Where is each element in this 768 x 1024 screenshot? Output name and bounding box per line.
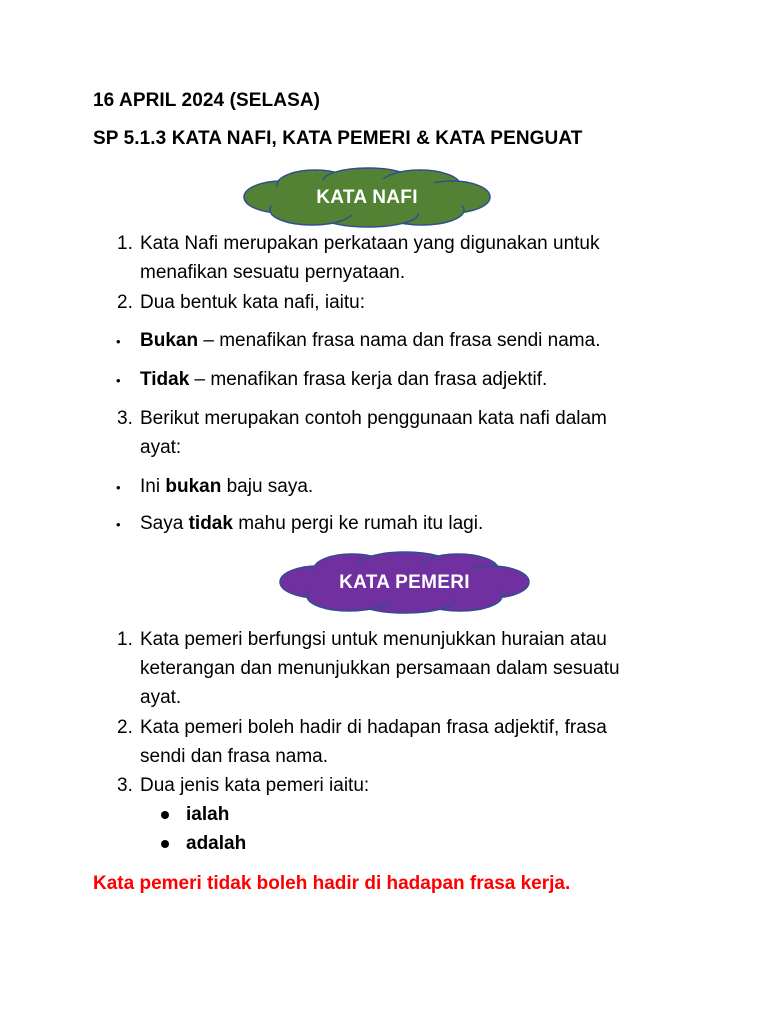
nafi-bullet-tidak: Tidak – menafikan frasa kerja dan frasa adjektif.: [140, 369, 548, 390]
bullet-icon: [161, 811, 169, 819]
bullet-icon: •: [116, 480, 121, 495]
kata-pemeri-cloud: [276, 551, 533, 615]
topic-heading: SP 5.1.3 KATA NAFI, KATA PEMERI & KATA PENGUAT: [93, 128, 583, 149]
list-number: 1.: [117, 233, 133, 254]
bullet-icon: •: [116, 334, 121, 349]
pemeri-item1-line2: keterangan dan menunjukkan persamaan dalam sesuatu: [140, 658, 620, 679]
pemeri-item1-line3: ayat.: [140, 687, 182, 708]
nafi-item3-line2: ayat:: [140, 437, 182, 458]
kata-nafi-cloud: [240, 167, 494, 229]
list-number: 3.: [117, 408, 133, 429]
list-number: 1.: [117, 629, 133, 650]
bullet-icon: •: [116, 373, 121, 388]
pemeri-item1-line1: Kata pemeri berfungsi untuk menunjukkan huraian atau: [140, 629, 607, 650]
date-heading: 16 APRIL 2024 (SELASA): [93, 90, 321, 111]
nafi-item1-line1: Kata Nafi merupakan perkataan yang digunakan untuk: [140, 233, 600, 254]
nafi-example-2: Saya tidak mahu pergi ke rumah itu lagi.: [140, 513, 484, 534]
list-number: 3.: [117, 775, 133, 796]
nafi-bullet-bukan: Bukan – menafikan frasa nama dan frasa sendi nama.: [140, 330, 601, 351]
pemeri-item2-line2: sendi dan frasa nama.: [140, 746, 329, 767]
kata-pemeri-title: KATA PEMERI: [339, 572, 470, 593]
bullet-icon: [161, 840, 169, 848]
nafi-item3-line1: Berikut merupakan contoh penggunaan kata nafi dalam: [140, 408, 607, 429]
pemeri-item3: Dua jenis kata pemeri iaitu:: [140, 775, 370, 796]
pemeri-item2-line1: Kata pemeri boleh hadir di hadapan frasa adjektif, frasa: [140, 717, 607, 738]
nafi-example-1: Ini bukan baju saya.: [140, 476, 314, 497]
kata-nafi-title: KATA NAFI: [316, 187, 418, 208]
pemeri-warning: Kata pemeri tidak boleh hadir di hadapan frasa kerja.: [93, 873, 571, 894]
pemeri-type-ialah: ialah: [186, 804, 230, 825]
nafi-item1-line2: menafikan sesuatu pernyataan.: [140, 262, 406, 283]
list-number: 2.: [117, 717, 133, 738]
nafi-item2: Dua bentuk kata nafi, iaitu:: [140, 292, 365, 313]
pemeri-type-adalah: adalah: [186, 833, 247, 854]
bullet-icon: •: [116, 517, 121, 532]
list-number: 2.: [117, 292, 133, 313]
